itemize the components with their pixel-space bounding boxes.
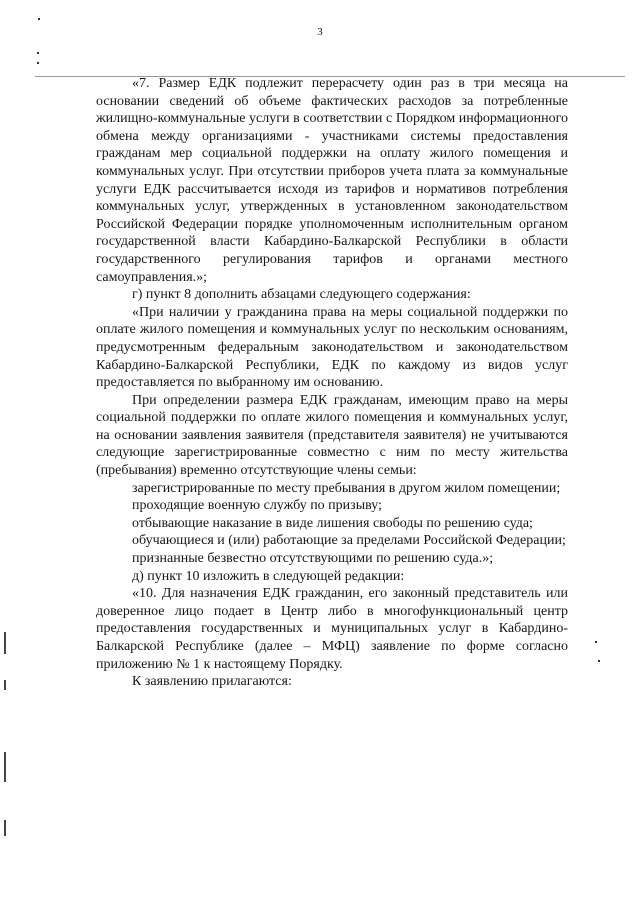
list-item: обучающиеся и (или) работающие за пределами Российской Федерации; — [132, 533, 566, 549]
paragraph-attachments: К заявлению прилагаются: — [132, 674, 292, 690]
scan-speck — [598, 660, 600, 662]
scan-speck — [595, 641, 597, 643]
list-item: признанные безвестно отсутствующими по решению суда.»; — [132, 551, 494, 567]
paragraph-subitem-d: д) пункт 10 изложить в следующей редакции: — [132, 568, 405, 584]
scan-edge-mark — [4, 680, 6, 690]
scan-speck — [38, 18, 40, 20]
paragraph-edk-calculation: При определении размера ЕДК гражданам, имеющим право на меры социальной поддержки по оплате жилого помещения и коммунальных услуг, на основании заявления заявителя (представителя заявителя) не учитываются следующие зарегистрированные совместно с ним по месту жительства (пребывания) временно отсутствующие члены семьи: — [96, 392, 568, 479]
list-item: отбывающие наказание в виде лишения свободы по решению суда; — [132, 515, 533, 531]
paragraph-quote-start: «При наличии у гражданина права на меры социальной поддержки по оплате жилого помещения и коммунальных услуг по нескольким основаниям, предусмотренным федеральным законодательством и законодательством Кабардино-Балкарской Республики, ЕДК по каждому из видов услуг предоставляется по выбранному им основанию. — [96, 304, 568, 391]
scan-speck — [37, 62, 39, 64]
page-number: 3 — [317, 26, 323, 38]
scan-speck — [37, 52, 39, 54]
scan-edge-mark — [4, 752, 6, 782]
paragraph-item-7: «7. Размер ЕДК подлежит перерасчету один раз в три месяца на основании сведений об объеме фактических расходов за потребленные жилищно-коммунальные услуги в соответствии с Порядком информационного обмена между организациями - участниками системы предоставления гражданам мер социальной поддержки на оплату жилого помещения и коммунальных услуг. При отсутствии приборов учета плата за коммунальные услуги ЕДК рассчитывается исходя из тарифов и нормативов потребления коммунальных услуг, утвержденных в установленном законодательством Российской Федерации порядке уполномоченным исполнительным органом государственной власти Кабардино-Балкарской Республики в области государственного регулирования тарифов и органами местного самоуправления.»; — [96, 76, 568, 285]
paragraph-item-10: «10. Для назначения ЕДК гражданин, его законный представитель или доверенное лицо подает в Центр либо в многофункциональный центр предоставления государственных и муниципальных услуг в Кабардино-Балкарской Республике (далее – МФЦ) заявление по форме согласно приложению № 1 к настоящему Порядку. — [96, 586, 568, 672]
scan-edge-mark — [4, 632, 6, 654]
list-item: зарегистрированные по месту пребывания в другом жилом помещении; — [132, 480, 561, 496]
paragraph-subitem-g: г) пункт 8 дополнить абзацами следующего содержания: — [132, 287, 471, 303]
list-item: проходящие военную службу по призыву; — [132, 498, 382, 514]
document-body — [96, 75, 568, 691]
scan-edge-mark — [4, 820, 6, 836]
